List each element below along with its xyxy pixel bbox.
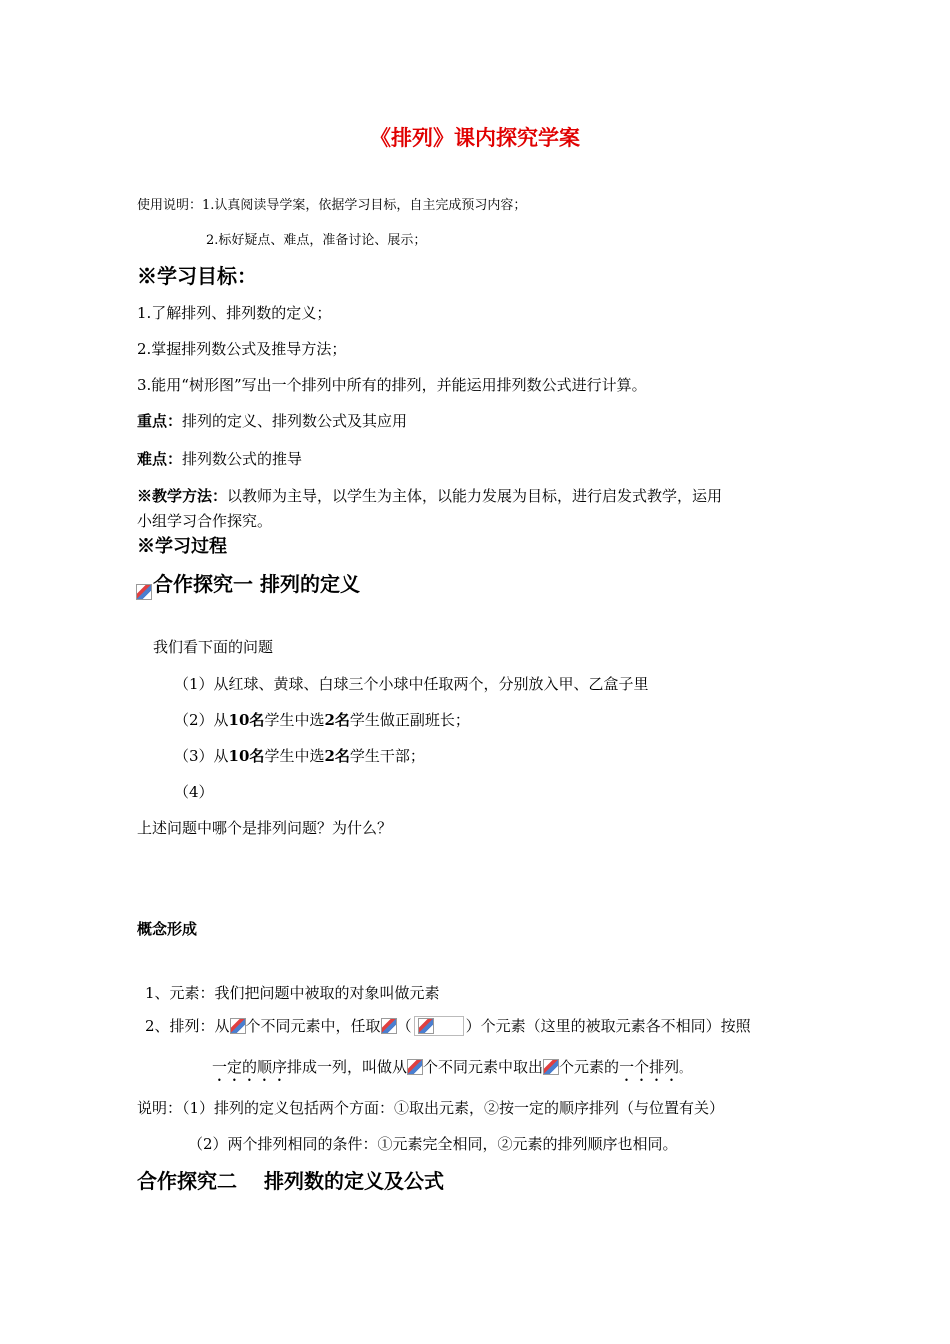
- emphasis-text: 一定的顺序: [212, 1058, 288, 1076]
- difficulty-label: 难点：: [137, 450, 183, 468]
- question-2: [174, 709, 470, 730]
- item2-part: 个不同元素中取出: [423, 1058, 544, 1076]
- q3-part: 学生中选: [264, 747, 325, 765]
- objectives-heading: ※学习目标：: [137, 264, 257, 288]
- question-3: [174, 745, 425, 766]
- teaching-method: [137, 485, 722, 506]
- item2-part: 个不同元素中，任取: [245, 1017, 381, 1035]
- note-2: （2）两个排列相同的条件：①元素完全相同，②元素的排列顺序也相同。: [188, 1135, 678, 1153]
- emphasis-text: 一个排列: [619, 1058, 680, 1076]
- objective-item: 3.能用“树形图”写出一个排列中所有的排列，并能运用排列数公式进行计算。: [137, 376, 647, 394]
- q3-part: （3）从: [174, 747, 229, 765]
- usage-line-2: 2.标好疑点、难点，准备讨论、展示；: [206, 233, 427, 248]
- q3-part: 名: [249, 747, 265, 765]
- broken-image-icon: [136, 582, 152, 601]
- section1-heading: 合作探究一 排列的定义: [153, 572, 360, 596]
- item2-part: 2、排列：从: [145, 1017, 230, 1035]
- q2-number: 10: [228, 711, 250, 729]
- q2-part: 学生中选: [264, 711, 325, 729]
- concept-item-2-line-2: [212, 1056, 690, 1085]
- question-1: （1）从红球、黄球、白球三个小球中任取两个，分别放入甲、乙盒子里: [174, 675, 649, 693]
- q2-part: （2）从: [174, 711, 229, 729]
- q3-part: 名: [334, 747, 350, 765]
- broken-image-icon: [418, 1018, 434, 1034]
- difficulty: [137, 448, 302, 469]
- item2-part: 排成一列，叫做从: [287, 1058, 408, 1076]
- q3-part: 学生干部；: [349, 747, 425, 765]
- method-label: ※教学方法：: [137, 487, 228, 505]
- difficulty-text: 排列数公式的推导: [182, 450, 303, 468]
- method-text-2: 小组学习合作探究。: [137, 512, 273, 530]
- key-point: [137, 410, 407, 431]
- concept-heading: 概念形成: [137, 920, 198, 938]
- item2-part: ）个元素（这里的被取元素各不相同）按照: [465, 1017, 751, 1035]
- concept-item-2: [145, 1015, 751, 1036]
- item2-part: （: [396, 1017, 412, 1035]
- formula-box: [414, 1016, 464, 1036]
- section1-intro: 我们看下面的问题: [153, 638, 274, 656]
- q2-part: 学生做正副班长；: [349, 711, 470, 729]
- q2-number: 2: [324, 711, 335, 729]
- broken-image-icon: [407, 1059, 423, 1075]
- page-title: 《排列》课内探究学案: [370, 125, 580, 150]
- q2-part: 名: [334, 711, 350, 729]
- key-point-text: 排列的定义、排列数公式及其应用: [182, 412, 408, 430]
- concept-item-1: 1、元素：我们把问题中被取的对象叫做元素: [145, 984, 440, 1002]
- usage-line-1: 使用说明：1.认真阅读导学案，依据学习目标，自主完成预习内容；: [137, 198, 527, 213]
- broken-image-icon: [381, 1018, 397, 1034]
- q3-number: 10: [228, 747, 250, 765]
- question-4: （4）: [174, 783, 214, 801]
- section1-question: 上述问题中哪个是排列问题？为什么？: [137, 819, 393, 837]
- q3-number: 2: [324, 747, 335, 765]
- objective-item: 1.了解排列、排列数的定义；: [137, 304, 332, 322]
- q2-part: 名: [249, 711, 265, 729]
- item2-part: 个元素的: [559, 1058, 620, 1076]
- broken-image-icon: [543, 1059, 559, 1075]
- process-heading: ※学习过程: [137, 536, 227, 557]
- objective-item: 2.掌握排列数公式及推导方法；: [137, 340, 347, 358]
- note-1: 说明：（1）排列的定义包括两个方面：①取出元素，②按一定的顺序排列（与位置有关）: [137, 1099, 725, 1117]
- broken-image-icon: [230, 1018, 246, 1034]
- method-text-1: 以教师为主导，以学生为主体，以能力发展为目标，进行启发式教学，运用: [227, 487, 723, 505]
- item2-part: 。: [679, 1062, 691, 1075]
- key-point-label: 重点：: [137, 412, 183, 430]
- section2-heading: 合作探究二 排列数的定义及公式: [137, 1169, 444, 1193]
